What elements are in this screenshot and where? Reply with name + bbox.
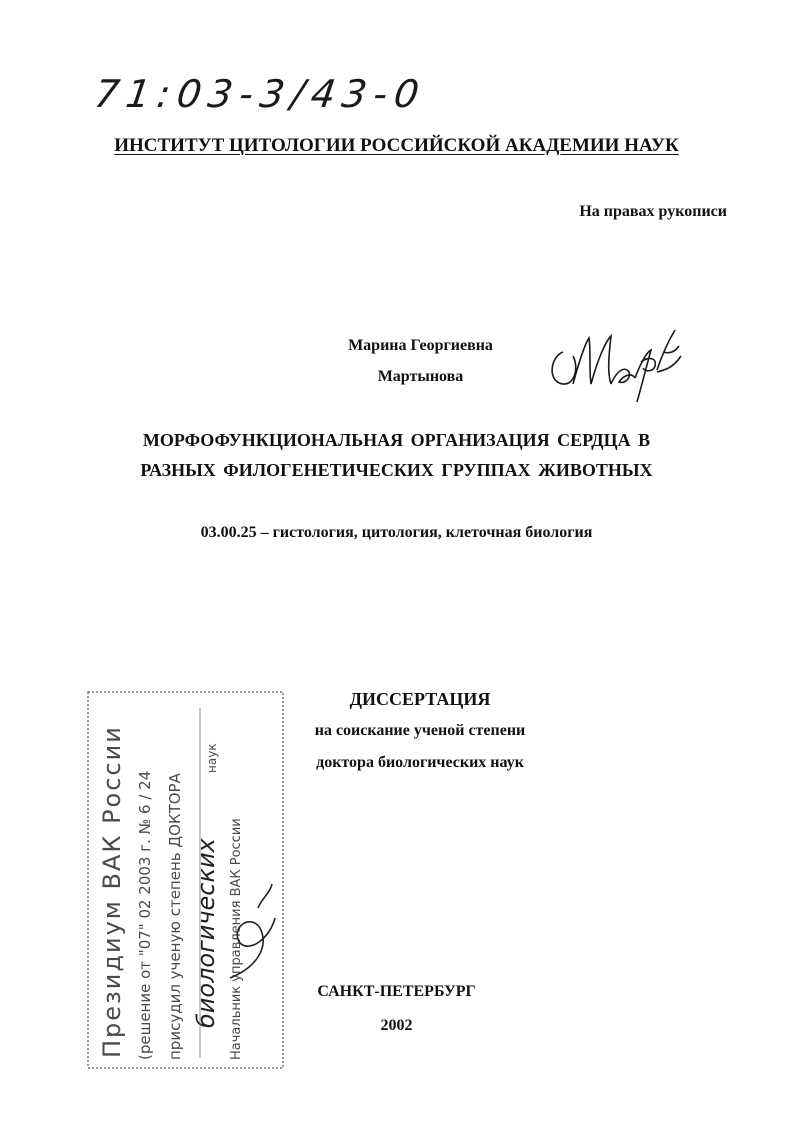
dissertation-title xyxy=(0,425,793,485)
title-line-1: МОРФОФУНКЦИОНАЛЬНАЯ ОРГАНИЗАЦИЯ СЕРДЦА В xyxy=(142,430,651,450)
degree-line-2: доктора биологических наук xyxy=(316,754,524,771)
rights-note: На правах рукописи xyxy=(579,203,727,220)
specialty-code: 03.00.25 – гистология, цитология, клеточная биология xyxy=(200,524,593,541)
stamp-line-5: Начальник управления ВАК России xyxy=(229,818,244,1060)
title-line-2: РАЗНЫХ ФИЛОГЕНЕТИЧЕСКИХ ГРУППАХ ЖИВОТНЫХ xyxy=(140,460,653,480)
author-first-names: Марина Георгиевна xyxy=(348,337,493,354)
stamp-line-4: биологических xyxy=(192,838,220,1028)
stamp-line-2: (решение от "07" 02 2003 г. № 6 / 24 xyxy=(136,770,154,1060)
stamp-word-nauk: наук xyxy=(205,743,219,773)
author-surname: Мартынова xyxy=(377,368,464,385)
dissertation-block xyxy=(290,683,550,779)
degree-line-1: на соискание ученой степени xyxy=(314,722,526,739)
stamp-line-3: присудил ученую степень ДОКТОРА xyxy=(166,773,184,1060)
author-signature xyxy=(545,322,690,407)
handwritten-archive-code: 71:03-3/43-0 xyxy=(91,72,429,116)
dissertation-heading: ДИССЕРТАЦИЯ xyxy=(349,689,491,709)
author-block xyxy=(318,330,523,392)
city-name: САНКТ-ПЕТЕРБУРГ xyxy=(317,983,476,1000)
institute-heading: ИНСТИТУТ ЦИТОЛОГИИ РОССИЙСКОЙ АКАДЕМИИ НАУК xyxy=(114,135,679,156)
place-and-year xyxy=(0,975,793,1043)
stamp-line-1: Президиум ВАК России xyxy=(98,725,126,1058)
year: 2002 xyxy=(380,1017,413,1034)
